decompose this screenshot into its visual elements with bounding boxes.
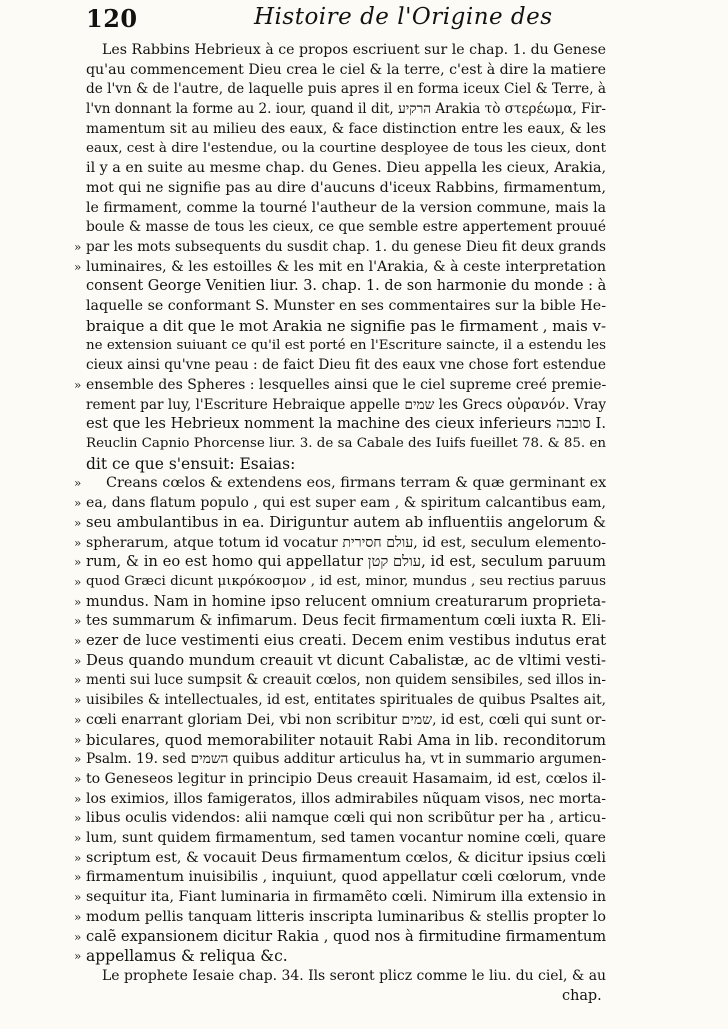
text-line: il y a en suite au mesme chap. du Genes. Dieu appella les cieux, Arakia, <box>86 160 606 177</box>
quote-marker: » <box>74 653 82 668</box>
text-line: quod Græci dicunt μικρόκοσμον , id est, minor, mundus , seu rectius paruus <box>86 573 606 589</box>
text-line: scriptum est, & vocauit Deus firmamentum cœlos, & dicitur ipsius cœli <box>86 849 606 866</box>
quote-marker: » <box>74 771 82 786</box>
quote-marker: » <box>74 594 82 609</box>
quote-marker: » <box>74 811 82 826</box>
quote-marker: » <box>74 870 82 885</box>
text-line: lum, sunt quidem firmamentum, sed tamen vocantur nomine cœli, quare <box>86 830 606 846</box>
text-line: Le prophete Iesaie chap. 34. Ils seront plicz comme le liu. du ciel, & au <box>102 967 606 984</box>
text-line: mundus. Nam in homine ipso relucent omnium creaturarum proprieta- <box>86 593 607 610</box>
quote-marker: » <box>74 377 82 392</box>
quote-marker: » <box>74 555 82 570</box>
text-line: to Geneseos legitur in principio Deus creauit Hasamaim, id est, cœlos il- <box>86 770 606 787</box>
text-line: Psalm. 19. sed השמים quibus additur articulus ha, vt in summario argumen- <box>86 751 607 768</box>
quote-marker: » <box>74 515 82 530</box>
quote-marker: » <box>74 850 82 865</box>
quote-marker: » <box>74 949 82 964</box>
quote-marker: » <box>74 535 82 550</box>
text-line: seu ambulantibus in ea. Diriguntur autem ab influentiis angelorum & <box>86 513 606 531</box>
text-line: libus oculis videndos: alii namque cœli qui non scribũtur per ha , articu- <box>86 810 606 827</box>
text-line: spherarum, atque totum id vocatur עולם חסירית, id est, seculum elemento- <box>86 534 606 551</box>
text-line: appellamus & reliqua &c. <box>86 947 288 966</box>
text-line: ezer de luce vestimenti eius creati. Decem enim vestibus indutus erat <box>86 632 606 649</box>
text-line: rement par luy, l'Escriture Hebraique appelle שמים les Grecs οὐρανόν. Vray <box>86 396 607 413</box>
text-line: Les Rabbins Hebrieux à ce propos escriuent sur le chap. 1. du Genese <box>102 42 606 58</box>
quote-marker: » <box>74 496 82 511</box>
text-line: boule & masse de tous les cieux, ce que semble estre appertement prouué <box>86 219 606 236</box>
text-line: cieux ainsi qu'vne peau : de faict Dieu fit des eaux vne chose fort estendue <box>86 357 606 374</box>
text-line: firmamentum inuisibilis , inquiunt, quod appellatur cœli cœlorum, vnde <box>86 869 606 886</box>
text-line: chap. <box>562 987 602 1004</box>
quote-marker: » <box>74 673 82 688</box>
text-line: est que les Hebrieux nomment la machine des cieux inferieurs סובבה I. <box>86 415 606 433</box>
quote-marker: » <box>74 693 82 708</box>
text-line: uisibiles & intellectuales, id est, entitates spirituales de quibus Psaltes ait, <box>86 692 607 709</box>
text-line: Reuclin Capnio Phorcense liur. 3. de sa Cabale des Iuifs fueillet 78. & 85. en <box>86 436 606 451</box>
text-line: tes summarum & infimarum. Deus fecit firmamentum cœli iuxta R. Eli- <box>86 613 606 630</box>
text-line: de l'vn & de l'autre, de laquelle puis apres il en forma iceux Ciel & Terre, à <box>86 81 606 98</box>
quote-marker: » <box>74 791 82 806</box>
text-line: modum pellis tanquam litteris inscripta luminaribus & stellis propter lo <box>86 908 606 925</box>
quote-marker: » <box>74 240 82 254</box>
text-line: ne extension suiuant ce qu'il est porté en l'Escriture saincte, il a estendu les <box>86 337 606 353</box>
text-line: l'vn donnant la forme au 2. iour, quand il dit, הרקיע Arakia τὸ στερέωμα, Fir- <box>86 101 606 118</box>
text-line: rum, & in eo est homo qui appellatur עולם קטן, id est, seculum paruum <box>86 553 606 571</box>
quote-marker: » <box>74 712 82 727</box>
text-line: laquelle se conformant S. Munster en ses commentaires sur la bible He- <box>86 298 606 315</box>
quote-marker: » <box>74 614 82 629</box>
text-line: sequitur ita, Fiant luminaria in firmamẽto cœli. Nimirum illa extensio in <box>86 889 606 906</box>
text-line: ensemble des Spheres : lesquelles ainsi que le ciel supreme creé premie- <box>86 376 607 393</box>
quote-marker: » <box>74 752 82 767</box>
text-line: dit ce que s'ensuit: Esaias: <box>86 454 296 473</box>
text-line: luminaires, & les estoilles & les mit en l'Arakia, & à ceste interpretation <box>86 258 606 275</box>
page-number: 120 <box>86 4 138 33</box>
text-line: calẽ expansionem dicitur Rakia , quod nos à firmitudine firmamentum <box>86 927 607 945</box>
quote-marker: » <box>74 929 82 944</box>
text-line: Creans cœlos & extendens eos, firmans terram & quæ germinant ex <box>106 475 607 492</box>
page-header <box>86 4 646 38</box>
text-line: mot qui ne signifie pas au dire d'aucuns d'iceux Rabbins, firmamentum, <box>86 179 606 196</box>
text-line: mamentum sit au milieu des eaux, & face distinction entre les eaux, & les <box>86 120 606 137</box>
quote-marker: » <box>74 476 82 491</box>
running-title: Histoire de l'Origine des <box>254 4 553 30</box>
quote-marker: » <box>74 890 82 905</box>
quote-marker: » <box>74 909 82 924</box>
text-line: par les mots subsequents du susdit chap. 1. du genese Dieu fit deux grands <box>86 239 606 255</box>
text-line: ea, dans flatum populo , qui est super eam , & spiritum calcantibus eam, <box>86 495 606 512</box>
text-line: le firmament, comme la tourné l'autheur de la version commune, mais la <box>86 199 606 216</box>
text-line: qu'au commencement Dieu crea le ciel & la terre, c'est à dire la matiere <box>86 61 606 78</box>
quote-marker: » <box>74 634 82 648</box>
text-line: los eximios, illos famigeratos, illos admirabiles nũquam visos, nec morta- <box>86 790 606 807</box>
text-line: consent George Venitien liur. 3. chap. 1. de son harmonie du monde : à <box>86 278 607 295</box>
quote-marker: » <box>74 732 82 747</box>
text-line: Deus quando mundum creauit vt dicunt Cabalistæ, ac de vltimi vesti- <box>86 651 606 669</box>
text-line: cœli enarrant gloriam Dei, vbi non scribitur שמים, id est, cœli qui sunt or- <box>86 711 606 728</box>
text-line: biculares, quod memorabiliter notauit Rabi Ama in lib. reconditorum <box>86 730 606 749</box>
quote-marker: » <box>74 259 82 274</box>
text-line: menti sui luce sumpsit & creauit cœlos, non quidem sensibiles, sed illos in- <box>86 672 606 689</box>
quote-marker: » <box>74 831 82 845</box>
quote-marker: » <box>74 574 82 589</box>
text-line: eaux, cest à dire l'estendue, ou la courtine desployee de tous les cieux, dont <box>86 140 606 156</box>
text-line: braique a dit que le mot Arakia ne signifie pas le firmament , mais v- <box>86 316 606 335</box>
